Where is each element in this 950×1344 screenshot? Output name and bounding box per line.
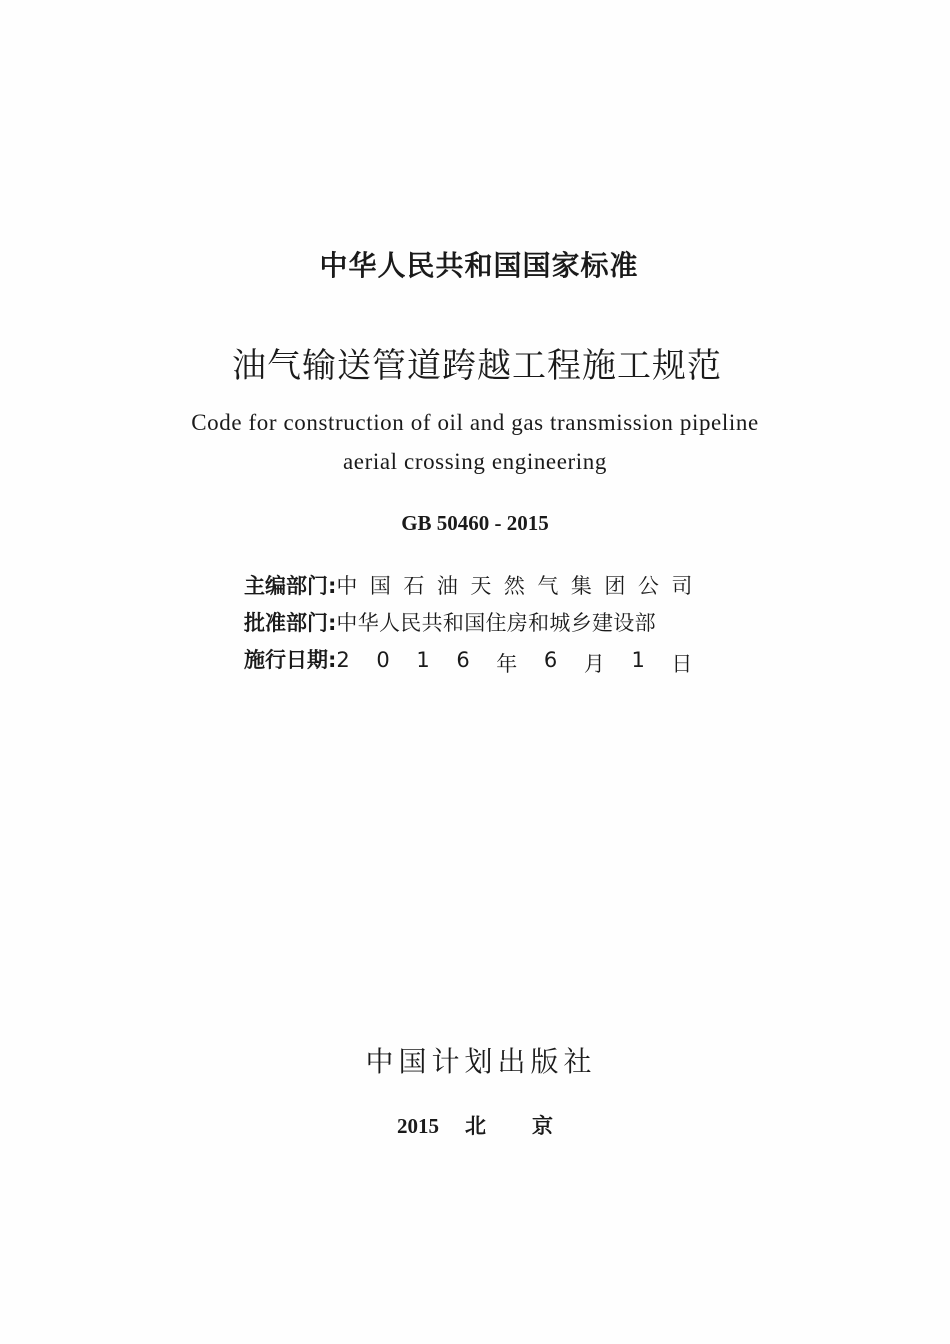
approval-value: 中华人民共和国住房和城乡建设部 [336,611,656,635]
imprint-line [0,1110,950,1140]
imprint-year: 2015 [397,1114,439,1138]
effective-date-char: 2 [336,648,350,672]
chief-editor-char: 中 [336,574,358,598]
chief-editor-char: 团 [604,574,626,598]
english-title-line-2: aerial crossing engineering [343,449,607,474]
chief-editor-char: 公 [637,574,659,598]
effective-date-label: 施行日期 [244,648,328,672]
chief-editor-char: 天 [470,574,492,598]
effective-date-char: 年 [496,652,518,676]
imprint-city-first: 北 [465,1114,486,1138]
approval-row [244,607,692,644]
approval-separator: : [328,611,337,635]
effective-date-separator: : [328,648,337,672]
chief-editor-separator: : [328,574,337,598]
effective-date-char: 日 [671,652,693,676]
publisher-name: 中国计划出版社 [365,1045,597,1078]
effective-date-value [336,648,692,678]
chief-editor-char: 司 [671,574,693,598]
chief-editor-char: 国 [369,574,391,598]
chief-editor-label: 主编部门 [244,574,328,598]
effective-date-row [244,644,692,681]
national-standard-heading: 中华人民共和国国家标准 [319,249,639,282]
chief-editor-char: 石 [403,574,425,598]
effective-date-char: 1 [416,648,430,672]
effective-date-char: 0 [376,648,390,672]
chief-editor-char: 集 [570,574,592,598]
chief-editor-value [336,570,692,600]
imprint-city-second: 京 [532,1114,553,1138]
chief-editor-char: 然 [503,574,525,598]
chief-editor-char: 油 [436,574,458,598]
chief-editor-char: 气 [537,574,559,598]
effective-date-char: 1 [631,648,645,672]
english-title-line-1: Code for construction of oil and gas transmission pipeline [191,410,759,435]
publication-info [244,570,692,681]
effective-date-char: 6 [456,648,470,672]
chief-editor-row [244,570,692,607]
effective-date-char: 月 [583,652,605,676]
approval-label: 批准部门 [244,611,328,635]
standard-number: GB 50460 - 2015 [401,511,549,535]
effective-date-char: 6 [543,648,558,672]
chinese-title: 油气输送管道跨越工程施工规范 [232,346,722,386]
